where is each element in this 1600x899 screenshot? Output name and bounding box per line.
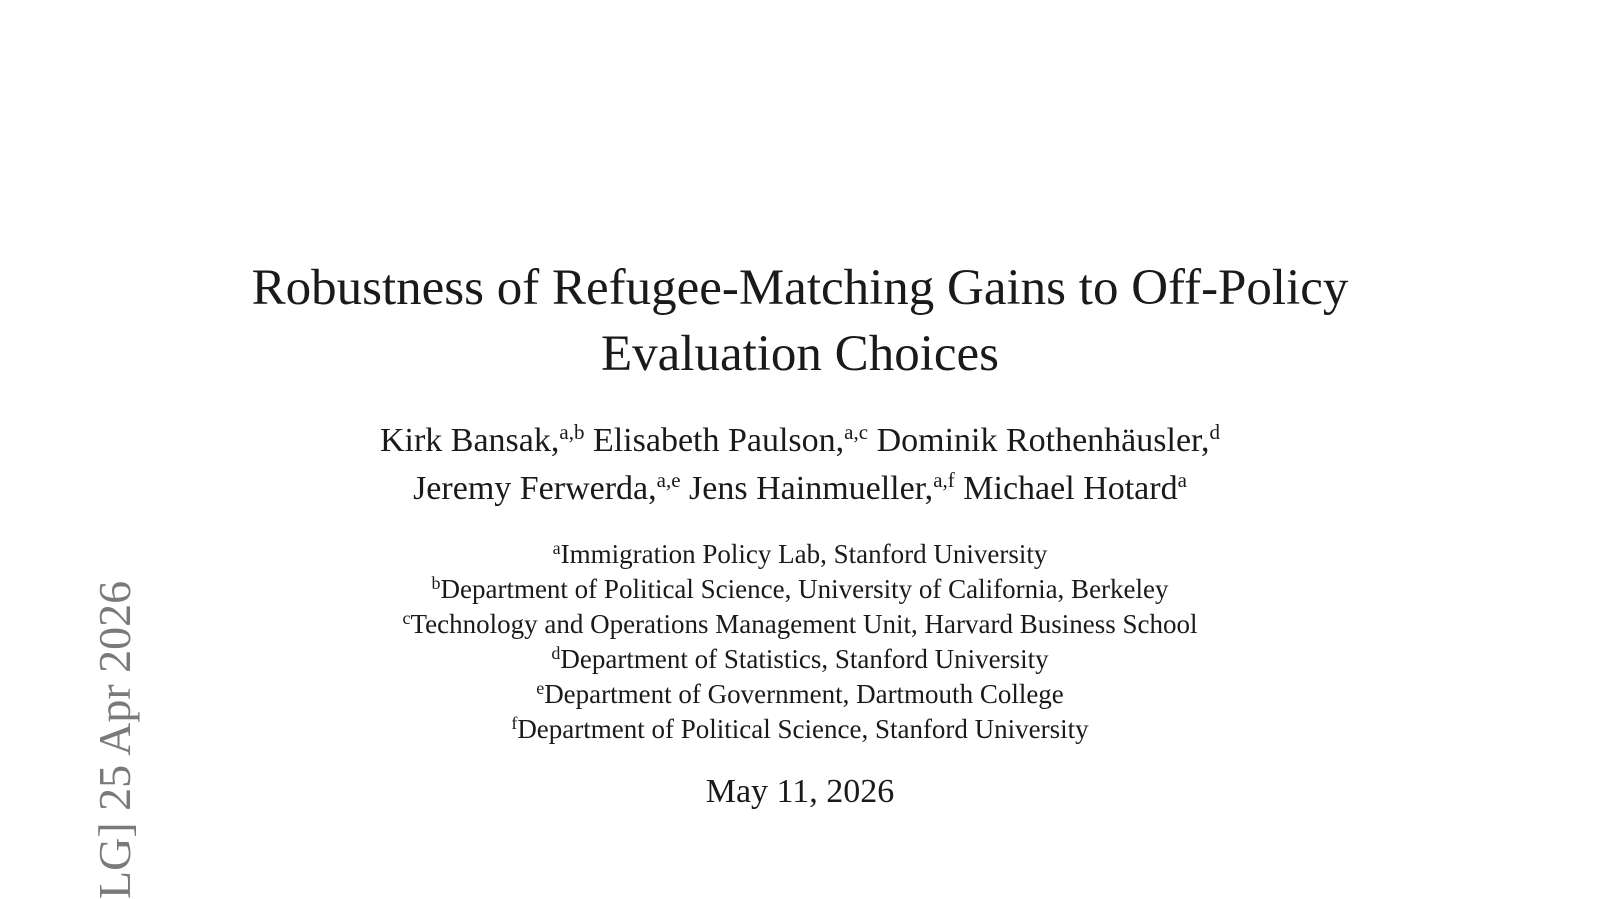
affiliation-mark: b — [431, 573, 441, 593]
affiliation-mark: f — [511, 713, 518, 733]
affiliation-text: Department of Statistics, Stanford University — [560, 644, 1049, 674]
author — [593, 422, 868, 459]
author — [689, 470, 955, 507]
author — [963, 470, 1187, 507]
affiliation-list — [0, 537, 1600, 747]
affiliation — [0, 712, 1600, 747]
affiliation-text: Department of Government, Dartmouth College — [544, 679, 1064, 709]
author-name: Michael Hotard — [963, 470, 1178, 507]
author-name: Elisabeth Paulson, — [592, 422, 845, 459]
arxiv-stamp: LG] 25 Apr 2026 — [89, 580, 140, 899]
affiliation-text: Department of Political Science, Stanford University — [517, 714, 1089, 744]
author-affiliation-marks: a — [1177, 468, 1187, 492]
author-line-1 — [0, 417, 1600, 465]
author-affiliation-marks: d — [1209, 420, 1221, 444]
affiliation — [0, 537, 1600, 572]
author — [380, 422, 585, 459]
author-affiliation-marks: a,c — [844, 420, 869, 444]
author-list — [0, 417, 1600, 513]
affiliation-mark: a — [552, 538, 561, 558]
author-affiliation-marks: a,f — [933, 468, 955, 492]
title-line-1: Robustness of Refugee-Matching Gains to Off-Policy — [251, 260, 1349, 316]
affiliation-mark: d — [551, 643, 561, 663]
affiliation-text: Department of Political Science, University of California, Berkeley — [440, 574, 1169, 604]
affiliation-mark: c — [402, 608, 411, 628]
author-name: Kirk Bansak, — [379, 422, 560, 459]
paper-title — [0, 255, 1600, 387]
author-line-2 — [0, 465, 1600, 513]
affiliation — [0, 572, 1600, 607]
affiliation-text: Technology and Operations Management Unit, Harvard Business School — [410, 609, 1198, 639]
author-name: Jeremy Ferwerda, — [413, 470, 657, 507]
title-line-2: Evaluation Choices — [601, 326, 999, 382]
affiliation — [0, 607, 1600, 642]
author-affiliation-marks: a,b — [559, 420, 585, 444]
affiliation — [0, 642, 1600, 677]
affiliation-text: Immigration Policy Lab, Stanford University — [560, 539, 1048, 569]
author — [877, 422, 1220, 459]
affiliation — [0, 677, 1600, 712]
paper-date: May 11, 2026 — [705, 773, 895, 810]
author-name: Jens Hainmueller, — [689, 470, 934, 507]
author — [413, 470, 680, 507]
affiliation-mark: e — [536, 678, 545, 698]
author-affiliation-marks: a,e — [656, 468, 681, 492]
author-name: Dominik Rothenhäusler, — [876, 422, 1210, 459]
